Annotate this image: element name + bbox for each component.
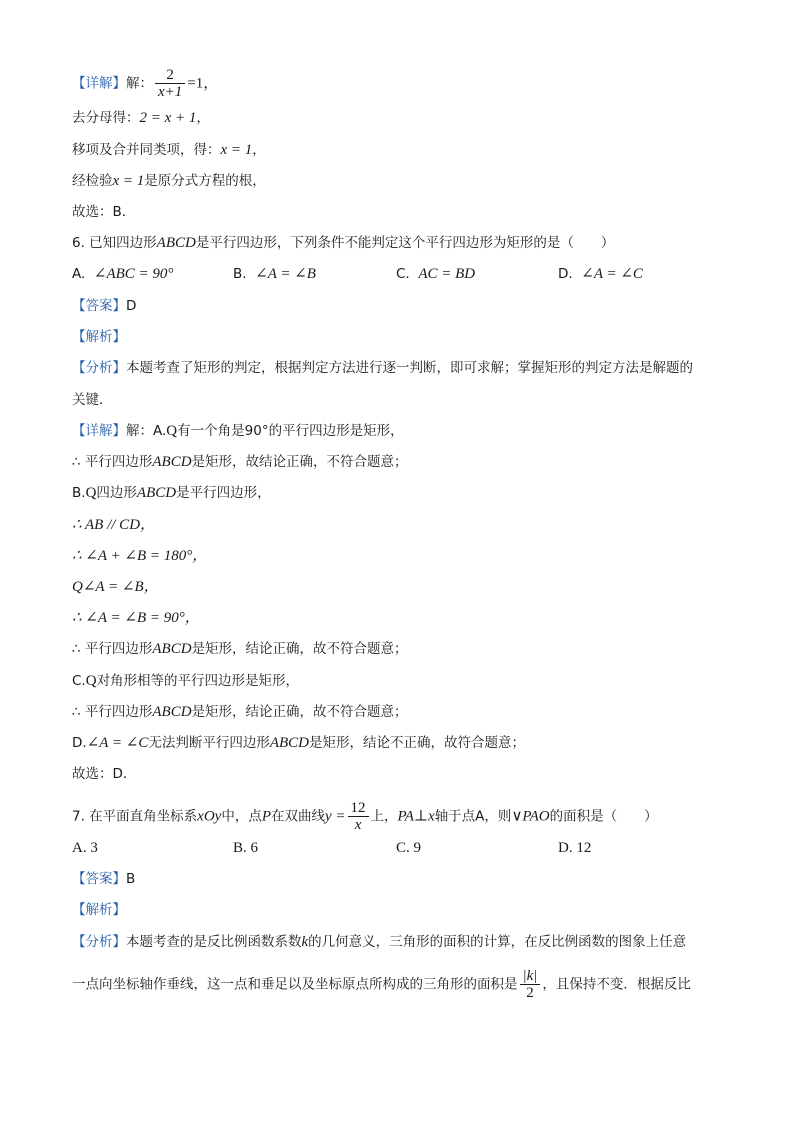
- q5-choose: 故选：B．: [72, 204, 136, 220]
- answer-tag: 【答案】: [72, 871, 126, 887]
- q6-detail-3: B.Q四边形ABCD是平行四边形，: [72, 485, 271, 501]
- fraction: $\frac{2}{x+1}$: [155, 67, 185, 100]
- q5-detail-line-3: 移项及合并同类项，得：x = 1，: [72, 142, 266, 158]
- fraction: $\frac{|k|}{2}$: [520, 968, 541, 1001]
- q6-detail-9: C.Q对角形相等的平行四边形是矩形，: [72, 673, 300, 689]
- fraction: $\frac{12}{x}$: [348, 800, 369, 833]
- option-a: A. 3: [72, 840, 98, 856]
- answer-tag: 【答案】: [72, 298, 126, 314]
- q6-detail-8: ∴ 平行四边形ABCD是矩形，结论正确，故不符合题意；: [72, 641, 408, 657]
- option-b: B. 6: [233, 840, 259, 856]
- option-b: B. ∠A = ∠B: [233, 266, 316, 282]
- q6-analysis-line-2: 关键．: [72, 392, 113, 408]
- option-a: A. ∠ABC = 90°: [72, 266, 174, 282]
- q6-choose: 故选：D．: [72, 766, 137, 782]
- q6-analysis-line-1: 【分析】本题考查了矩形的判定，根据判定方法进行逐一判断，即可求解；掌握矩形的判定方法是解题的: [72, 360, 693, 376]
- answer-value: B: [126, 871, 136, 887]
- q6-detail-11: D.∠A = ∠C无法判断平行四边形ABCD是矩形，结论不正确，故符合题意；: [72, 735, 526, 751]
- q7-analysis-tag: 【解析】: [72, 902, 126, 918]
- q6-detail-5: ∴ ∠A + ∠B = 180°，: [72, 548, 208, 564]
- q7-analysis-line-1: 【分析】本题考查的是反比例函数系数k的几何意义，三角形的面积的计算，在反比例函数的图象上任意: [72, 934, 687, 950]
- q7-stem: 7. 在平面直角坐标系xOy中，点P在双曲线y = $\frac{12}{x}$ 上，PA⊥x轴于点A，则∨PAO的面积是（ ）: [72, 800, 658, 833]
- option-d: D. 12: [558, 840, 592, 856]
- q6-stem: 6. 已知四边形ABCD是平行四边形，下列条件不能判定这个平行四边形为矩形的是（ ）: [72, 235, 615, 251]
- q7-answer: [72, 869, 722, 889]
- q6-detail-6: Q∠A = ∠B，: [72, 579, 159, 595]
- q7-analysis-line-2: 一点向坐标轴作垂线，这一点和垂足以及坐标原点所构成的三角形的面积是 $\frac{|k|}{2}$ ，且保持不变．根据反比: [72, 968, 691, 1001]
- q6-detail-2: ∴ 平行四边形ABCD是矩形，故结论正确，不符合题意；: [72, 454, 408, 470]
- option-c: C. AC = BD: [396, 266, 476, 282]
- q5-detail-line-1: 【详解】解： $\frac{2}{x+1}$ =1，: [72, 67, 219, 100]
- detail-tag: 【详解】: [72, 75, 126, 92]
- q6-answer: [72, 296, 722, 316]
- q5-detail-line-2: 去分母得：2 = x + 1，: [72, 110, 210, 126]
- answer-value: D: [126, 298, 137, 314]
- option-d: D. ∠A = ∠C: [558, 266, 643, 282]
- option-c: C. 9: [396, 840, 422, 856]
- q6-detail-1: 【详解】解：A.Q有一个角是90°的平行四边形是矩形，: [72, 423, 404, 439]
- q6-analysis-tag: 【解析】: [72, 329, 126, 345]
- q6-detail-4: ∴ AB // CD，: [72, 517, 156, 533]
- q6-detail-10: ∴ 平行四边形ABCD是矩形，结论正确，故不符合题意；: [72, 704, 408, 720]
- q5-detail-line-4: 经检验x = 1是原分式方程的根，: [72, 173, 266, 189]
- q6-detail-7: ∴ ∠A = ∠B = 90°，: [72, 610, 200, 626]
